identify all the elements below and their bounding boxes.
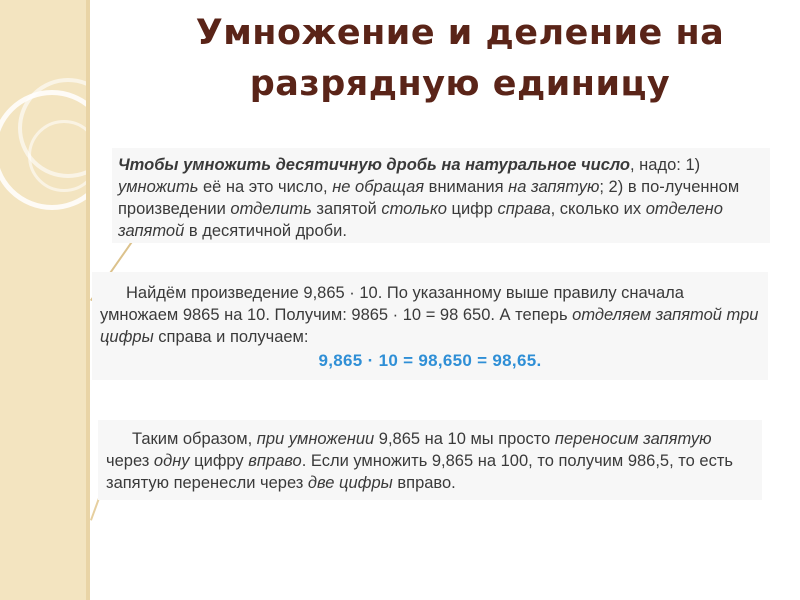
summary-text: 9,865 на 10 мы просто [374, 430, 555, 448]
summary-box [98, 420, 762, 500]
decorative-side-band [0, 0, 90, 600]
rule-emphasis: на запятую [508, 178, 600, 196]
decorative-circle [28, 120, 90, 192]
rule-text: запятой [311, 200, 382, 218]
example-result-formula: 9,865 · 10 = 98,650 = 98,65. [318, 351, 542, 370]
summary-text: через [106, 452, 154, 470]
example-text: Найдём произведение 9,865 · 10. По указанному выше правилу сначала умножаем 9865 на 10. Получим: 9865 · 10 = 98 650. А теперь [100, 284, 684, 324]
rule-text: ; 2) в по-лученном произведении [118, 178, 740, 218]
rule-text: , сколько их [550, 200, 646, 218]
rule-emphasis: отделить [230, 200, 312, 218]
example-box [92, 272, 768, 380]
rule-heading: Чтобы умножить десятичную дробь на натуральное число [118, 156, 631, 174]
summary-text: . Если умножить 9,865 на 100, то получим 986,5, то есть запятую перенесли через [106, 452, 733, 492]
summary-text: цифру [189, 452, 249, 470]
rule-text: цифр [446, 200, 498, 218]
rule-text: в десятичной дроби. [184, 222, 347, 240]
title-line-1: Умножение и деление на [195, 13, 725, 53]
rule-emphasis: не обращая [332, 178, 425, 196]
summary-emphasis: вправо [248, 452, 302, 470]
slide-title [150, 8, 770, 110]
summary-text: вправо. [392, 474, 456, 492]
rule-emphasis: отделено запятой [118, 200, 723, 240]
rule-emphasis: умножить [118, 178, 199, 196]
rule-text: её на это число, [198, 178, 333, 196]
example-text: справа и получаем: [153, 328, 309, 346]
summary-emphasis: одну [153, 452, 190, 470]
summary-emphasis: при умножении [256, 430, 375, 448]
title-line-2: разрядную единицу [249, 64, 671, 104]
rule-emphasis: столько [381, 200, 447, 218]
rule-text: внимания [424, 178, 509, 196]
rule-emphasis: справа [497, 200, 551, 218]
example-emphasis: отделяем запятой три цифры [100, 306, 759, 346]
summary-text: Таким образом, [132, 430, 257, 448]
summary-emphasis: переносим запятую [554, 430, 712, 448]
rule-text: , надо: 1) [630, 156, 701, 174]
summary-emphasis: две цифры [307, 474, 393, 492]
rule-box [112, 148, 770, 243]
